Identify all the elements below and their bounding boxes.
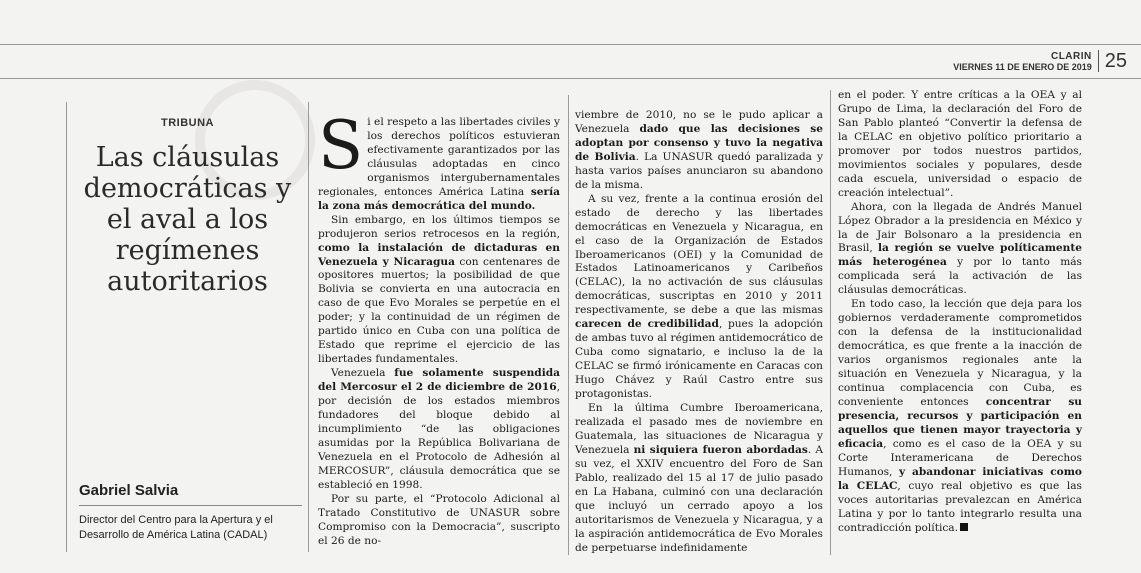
- bold-text: como la instalación de dictaduras en Venezuela y Nicaragua: [318, 241, 560, 268]
- bold-text: y abandonar iniciativas como la CELAC: [838, 465, 1082, 492]
- bold-text: sería la zona más democrática del mundo.: [318, 185, 560, 212]
- paragraph: [838, 89, 1082, 201]
- paragraph: [575, 109, 823, 193]
- text: . A su vez, el XXIV encuentro del Foro de San Pablo, realizado del 15 al 17 de julio pasado en La Habana, culminó con una declaración que incluyó un cerrado apoyo a los autoritarismos de Venezuela y Nicaragua, y a la aspiración antidemocrática de Evo Morales de perpetuarse indefinidamente: [575, 443, 824, 554]
- page-header: [953, 50, 1127, 72]
- paragraph: [318, 107, 560, 214]
- paragraph: [318, 214, 560, 367]
- bold-text: fue solamente suspendida del Mercosur el 2 de diciembre de 2016: [318, 367, 560, 394]
- headline: Las cláusulas democráticas y el aval a los regímenes autoritarios: [83, 142, 292, 297]
- text: En la última Cumbre Iberoamericana, realizada el pasado mes de noviembre en Guatemala, las situaciones de Nicaragua y Venezuela: [575, 402, 823, 456]
- bold-text: dado que las decisiones se adoptan por consenso y tuvo la negativa de Bolivia: [575, 122, 823, 163]
- text: y por lo tanto más complicada será la activación de las cláusulas democráticas.: [838, 256, 1082, 297]
- author-name: Gabriel Salvia: [79, 482, 179, 499]
- top-rule: [0, 44, 1141, 45]
- text: , cuyo real objetivo es que las voces autoritarias prevalezcan en América Latina y por lo tanto integrarlo resulta una contradicción política.: [838, 479, 1082, 534]
- bold-text: carecen de credibilidad: [575, 318, 719, 331]
- column-divider-3: [830, 90, 831, 555]
- newspaper-name: CLARIN: [1050, 51, 1092, 62]
- page-number: 25: [1104, 50, 1127, 72]
- bold-text: la región se vuelve políticamente más heterogénea: [838, 242, 1082, 269]
- paragraph: [575, 193, 823, 402]
- author-divider: [79, 505, 302, 506]
- text: . La UNASUR quedó paralizada y hasta varios países anunciaron su abandono de la misma.: [575, 150, 823, 191]
- header-separator: [1098, 50, 1099, 72]
- text: Ahora, con la llegada de Andrés Manuel López Obrador a la presidencia en México y la de Jair Bolsonaro a la presidencia en Brasil,: [838, 200, 1082, 255]
- text: Sin embargo, en los últimos tiempos se produjeron serios retrocesos en la región,: [318, 213, 560, 240]
- text: Por su parte, el “Protocolo Adicional al Tratado Constitutivo de UNASUR sobre Compromiso con la Democracia”, suscripto el 26 de no-: [318, 492, 560, 547]
- section-label: TRIBUNA: [161, 117, 214, 129]
- text: con centenares de opositores muertos; la posibilidad de que Bolivia se convierta en una autocracia en caso de que Evo Morales se perpetúe en el poder; y la continuidad de un régimen de partido único en Cuba con una política de Estado que reprime el ejercicio de las libertades fundamentales.: [318, 255, 561, 366]
- text: A su vez, frente a la continua erosión del estado de derecho y las libertades democráticas en Venezuela y Nicaragua, en el caso de la Organización de Estados Iberoamericanos (OEI) y la Comunidad de Estados Latinoamericanos y Caribeños (CELAC), la no activación de sus cláusulas democráticas, suscriptas en 2010 y 2011 respectivamente, se debe a que las mismas: [575, 192, 823, 317]
- text: , como es el caso de la OEA y su Corte Interamericana de Derechos Humanos,: [838, 437, 1082, 478]
- header-rule: [0, 78, 1141, 79]
- text: i el respeto a las libertades civiles y los derechos políticos estuvieran efectivamente garantizados por las cláusulas adoptadas en cinco organismos intergubernamentales regionales, entonces América Latina: [318, 116, 560, 198]
- text: Venezuela: [331, 367, 395, 380]
- issue-date: VIERNES 11 DE ENERO DE 2019: [953, 62, 1092, 72]
- paragraph: [318, 493, 560, 549]
- article-column-3: [838, 89, 1082, 536]
- text: viembre de 2010, no se le pudo aplicar a Venezuela: [575, 109, 823, 135]
- paragraph: [575, 402, 823, 555]
- drop-cap: S: [318, 107, 364, 184]
- bold-text: concentrar su presencia, recursos y participación en aquellos que tienen mayor trayectoria y eficacia: [838, 395, 1082, 450]
- article-column-2: [575, 109, 823, 556]
- paragraph: [838, 201, 1082, 299]
- bold-text: ni siquiera fueron abordadas: [633, 443, 808, 456]
- text: , por decisión de los estados miembros fundadores del bloque debido al incumplimiento “de las obligaciones asumidas por la República Bolivariana de Venezuela en el Protocolo de Adhesión al MERCOSUR”, cláusula democrática que se estableció en 1998.: [318, 381, 560, 491]
- end-mark-icon: [960, 523, 968, 531]
- text: En todo caso, la lección que deja para los gobiernos verdaderamente comprometidos con la defensa de la institucionalidad democrática, es que frente a la inacción de varios organismos regionales ante la situación en Venezuela y Nicaragua, y la continua complacencia con Cuba, es conveniente entonces: [838, 298, 1082, 408]
- title-column: [66, 102, 309, 552]
- column-divider-2: [568, 95, 569, 555]
- masthead: [953, 51, 1092, 72]
- article-column-1: [318, 107, 561, 549]
- text: , pues la adopción de ambas tuvo al régimen antidemocrático de Cuba como signatario, e incluso la de la CELAC se firmó irónicamente en Caracas con Hugo Chávez y Raúl Castro entre sus protagonistas.: [575, 318, 824, 401]
- text: en el poder. Y entre críticas a la OEA y al Grupo de Lima, la declaración del Foro de San Pablo planteó “Convertir la defensa de la CELAC en objetivo político prioritario a promover por todos nuestros partidos, movimientos sociales y populares, desde cada escuela, universidad o espacio de creación intelectual”.: [838, 89, 1082, 199]
- author-description: Director del Centro para la Apertura y el Desarrollo de América Latina (CADAL): [79, 514, 273, 541]
- paragraph: [318, 367, 560, 493]
- paragraph: [838, 298, 1082, 535]
